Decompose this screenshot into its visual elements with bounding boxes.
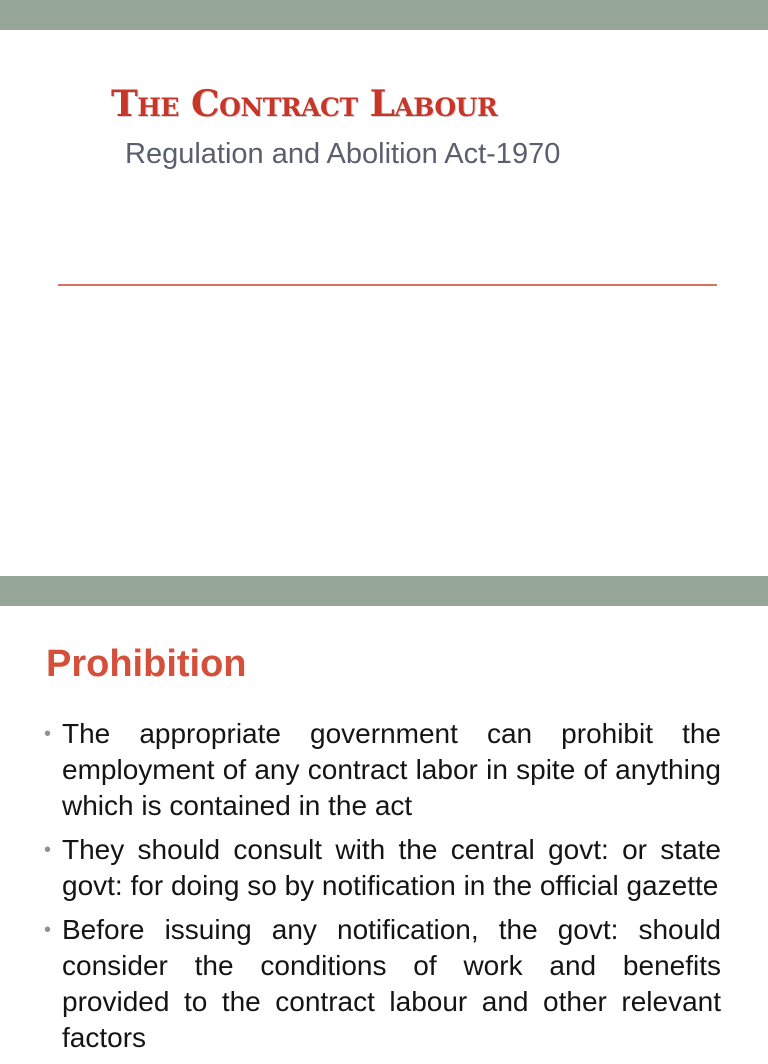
bullet-icon: • — [44, 723, 52, 745]
bullet-text: They should consult with the central govt: or state govt: for doing so by notification in the official gazette — [62, 834, 721, 901]
title-divider — [58, 284, 717, 286]
section-heading: Prohibition — [46, 643, 247, 685]
slide-separator-band — [0, 576, 768, 606]
bullet-item — [0, 832, 768, 904]
slide-subtitle: Regulation and Abolition Act-1970 — [125, 138, 561, 170]
bullet-icon: • — [44, 839, 52, 861]
bullet-icon: • — [44, 919, 52, 941]
slide-top-band — [0, 0, 768, 30]
bullet-text: Before issuing any notification, the govt: should consider the conditions of work and benefits provided to the contract labour and other relevant factors — [62, 914, 721, 1053]
bullet-list — [0, 716, 768, 1064]
bullet-item — [0, 912, 768, 1056]
slide-title: The Contract Labour — [111, 83, 498, 125]
bullet-item — [0, 716, 768, 824]
bullet-text: The appropriate government can prohibit the employment of any contract labor in spite of anything which is contained in the act — [62, 718, 721, 821]
